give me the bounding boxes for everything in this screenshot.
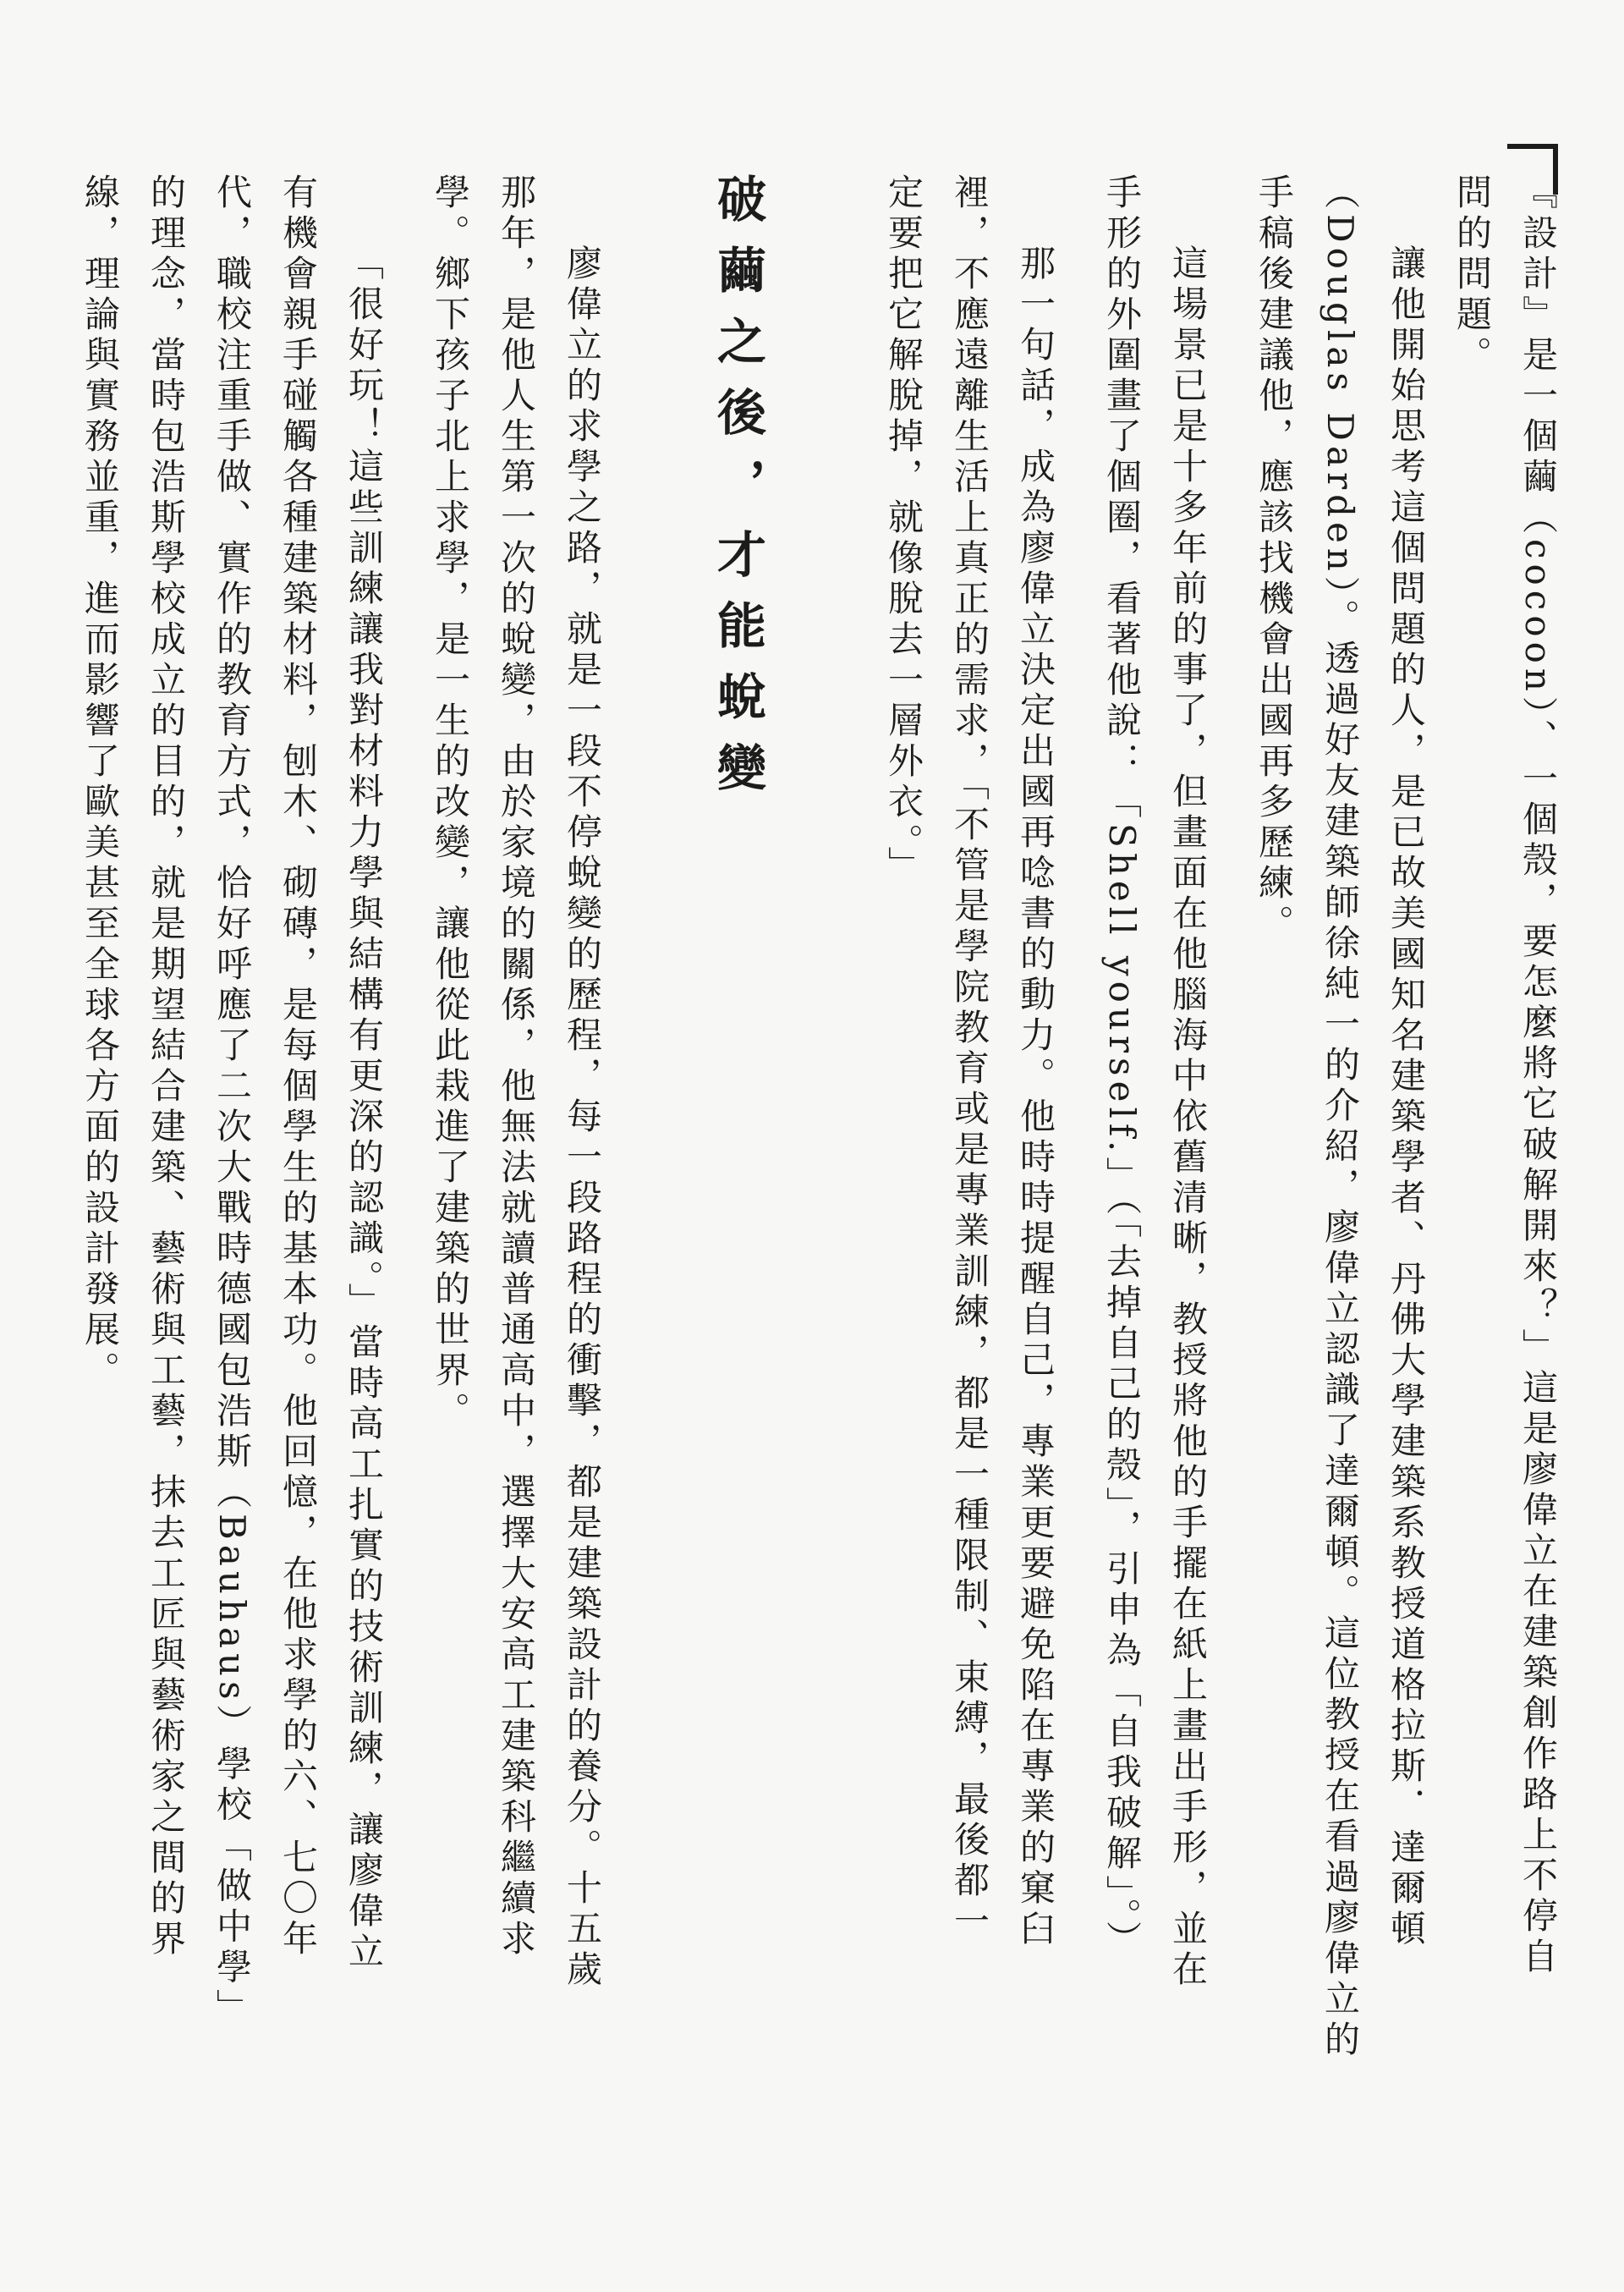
text-column-6: 這場景已是十多年前的事了，但畫面在他腦海中依舊清晰，教授將他的手擺在紙上畫出手形，並在: [1167, 245, 1209, 1991]
text-column-17: 的理念，當時包浩斯學校成立的目的，就是期望結合建築、藝術與工藝，抹去工匠與藝術家之間的界: [145, 173, 187, 1960]
text-column-4: （Douglas Darden）。透過好友建築師徐純一的介紹，廖偉立認識了達爾頓。這位教授在看過廖偉立的: [1320, 173, 1361, 2061]
text-column-15: 有機會親手碰觸各種建築材料，刨木、砌磚，是每個學生的基本功。他回憶，在他求學的六、七〇年: [277, 173, 319, 1960]
text-column-9: 裡，不應遠離生活上真正的需求，「不管是學院教育或是專業訓練，都是一種限制、束縛，最後都一: [949, 173, 990, 1943]
section-heading: 破繭之後，才能蛻變: [709, 173, 766, 813]
text-column-8: 那一句話，成為廖偉立決定出國再唸書的動力。他時時提醒自己，專業更要避免陷在專業的窠臼: [1015, 245, 1056, 1950]
text-column-12: 那年，是他人生第一次的蛻變，由於家境的關係，他無法就讀普通高中，選擇大安高工建築科繼續求: [496, 173, 537, 1960]
text-column-13: 學。鄉下孩子北上求學，是一生的改變，讓他從此栽進了建築的世界。: [430, 173, 471, 1432]
text-column-1: 『設計』是一個繭（cocoon）、一個殼，要怎麼將它破解開來？」這是廖偉立在建築創作路上不停自: [1517, 173, 1559, 1978]
text-column-7: 手形的外圍畫了個圈，看著他說：「Shell yourself.」（「去掉自己的殼」，引申為「自我破解」。）: [1101, 173, 1143, 1962]
text-column-10: 定要把它解脫掉，就像脫去一層外衣。」: [883, 173, 924, 887]
text-column-5: 手稿後建議他，應該找機會出國再多歷練。: [1254, 173, 1295, 945]
text-column-18: 線，理論與實務並重，進而影響了歐美甚至全球各方面的設計發展。: [80, 173, 121, 1392]
text-column-2: 問的問題。: [1451, 173, 1493, 377]
text-column-16: 代，職校注重手做、實作的教育方式，恰好呼應了二次大戰時德國包浩斯（Bauhaus）學校「做中學」: [211, 173, 253, 2030]
text-column-3: 讓他開始思考這個問題的人，是已故美國知名建築學者、丹佛大學建築系教授道格拉斯．達爾頓: [1385, 245, 1427, 1950]
text-column-11: 廖偉立的求學之路，就是一段不停蛻變的歷程，每一段路程的衝擊，都是建築設計的養分。十五歲: [562, 245, 603, 1991]
text-column-14: 「很好玩！這些訓練讓我對材料力學與結構有更深的認識。」當時高工扎實的技術訓練，讓廖偉立: [343, 245, 385, 1973]
